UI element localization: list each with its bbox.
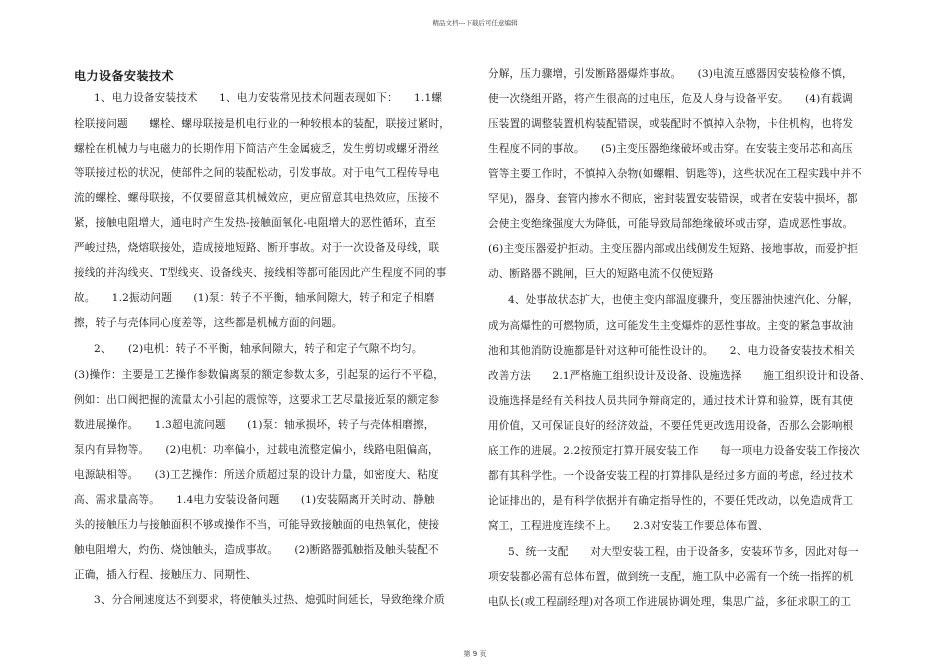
text-line: (6)主变压器爱护拒动。主变压器内部或出线侧发生短路、接地事故，而爱护拒 (488, 243, 858, 255)
text-line: 例如：出口阀把握的流量太小引起的震惊等，这要求工艺尽量接近泵的额定参 (74, 394, 440, 406)
text-line: 论证排出的，是有科学依据并有确定指导性的，不要任凭改动，以免造成背工 (488, 495, 854, 507)
text-line: 项安装都必需有总体布置，做到统一支配，施工队中必需有一个统一指挥的机 (488, 571, 854, 583)
text-line: 擦，转子与壳体同心度差等，这些都是机械方面的问题。 (74, 317, 343, 329)
text-line: (3)操作：主要是工艺操作参数偏离泵的额定参数太多，引起泵的运行不平稳， (74, 369, 444, 381)
text-line: 接线的并沟线夹、T型线夹、设备线夹、接线相等都可能因此产生程度不同的事 (74, 267, 447, 279)
text-line: 故。 1.2振动问题 (1)泵：转子不平衡，轴承间隙大，转子和定子相磨 (74, 292, 435, 304)
document-title: 电力设备安装技术 (74, 69, 175, 83)
text-line: 窝工，工程进度连续不上。 2.3对安装工作要总体布置、 (488, 520, 769, 532)
text-line: 电队长(或工程副经理)对各项工作进展协调处理，集思广益，多征求职工的工 (488, 596, 852, 608)
text-line: 生程度不同的事故。 (5)主变压器绝缘破坏或击穿。在安装主变吊芯和高压 (488, 143, 853, 155)
text-line: 电源缺相等。 (3)工艺操作：所送介质超过泵的设计力量，如密度大、粘度 (74, 469, 439, 481)
text-line: 泵内有异物等。 (2)电机：功率偏小，过载电流整定偏小，线路电阻偏高， (74, 444, 439, 456)
text-line: 等联接过松的状况，使部件之间的装配松动，引发事故。对于电气工程传导电 (74, 167, 440, 179)
text-line: 设施选择是经有关科技人员共同争辩商定的，通过技术计算和验算，既有其使 (488, 395, 854, 407)
text-line: 正确，插入行程、接触压力、同期性、 (74, 569, 257, 581)
text-line: 使一次绕组开路，将产生很高的过电压，危及人身与设备平安。 (4)有载调 (488, 93, 853, 105)
text-line: 用价值，又可保证良好的经济效益，不要任凭更改选用设备，否那么会影响根 (488, 420, 854, 432)
text-line: 分解，压力骤增，引发断路器爆炸事故。 (3)电流互感器因安装检修不慎， (488, 68, 853, 80)
text-line: 动、断路器不跳闸，巨大的短路电流不仅使短路 (488, 268, 714, 280)
text-line: 高、需求量高等。 1.4电力安装设备问题 (1)安装隔离开关时动、静触 (74, 494, 435, 506)
text-line: 3、分合闸速度达不到要求，将使触头过热、熄弧时间延长，导致绝缘介质 (94, 594, 445, 606)
text-line: 池和其他消防设施都是针对这种可能性设计的。 2、电力设备安装技术相关 (488, 345, 855, 357)
text-line: 成为高爆性的可燃物质，这可能发生主变爆炸的恶性事故。主变的紧急事故油 (488, 320, 854, 332)
text-line: 头的接触压力与接触面积不够或操作不当，可能导致接触面的电热氧化，使接 (74, 519, 440, 531)
text-line: 紧，接触电阻增大，通电时产生发热-接触面氧化-电阻增大的恶性循环，直至 (74, 217, 436, 229)
text-line: 5、统一支配 对大型安装工程，由于设备多，安装环节多，因此对每一 (508, 546, 859, 558)
text-line: 罕见)，器身、套管内掺水不彻底，密封装置安装错误，或者在安装中损坏，都 (488, 193, 858, 205)
text-line: 管等主要工作时，不慎掉入杂物(如螺帽、钥匙等)，这些状况在工程实践中并不 (488, 168, 862, 180)
text-line: 4、处事故状态扩大，也使主变内部温度骤升，变压器油快速汽化、分解， (508, 294, 859, 306)
page-number: 第 9 页 (463, 650, 487, 658)
page-header: 精品文档---下载后可任意编辑 (432, 19, 518, 27)
text-line: 螺栓在机械力与电磁力的长期作用下简洁产生金属疲乏，发生剪切或螺牙滑丝 (74, 143, 440, 155)
text-line: 栓联接问题 螺栓、螺母联接是机电行业的一种较根本的装配，联接过紧时， (74, 118, 451, 130)
text-line: 触电阻增大，灼伤、烧蚀触头，造成事故。 (2)断路器弧触指及触头装配不 (74, 544, 439, 556)
text-line: 改善方法 2.1严格施工组织设计及设备、设施选择 施工组织设计和设备、 (488, 370, 871, 382)
text-line: 严峻过热，烧熔联接处，造成接地短路、断开事故。对于一次设备及母线，联 (74, 242, 440, 254)
text-line: 都有其科学性。一个设备安装工程的打算排队是经过多方面的考虑，经过技术 (488, 470, 854, 482)
text-line: 会使主变绝缘强度大为降低，可能导致局部绝缘破坏或击穿，造成恶性事故。 (488, 218, 854, 230)
text-line: 压装置的调整装置机构装配错误，或装配时不慎掉入杂物，卡住机构，也将发 (488, 118, 854, 130)
text-line: 流的螺栓、螺母联接，不仅要留意其机械效应，更应留意其电热效应，压接不 (74, 192, 440, 204)
text-line: 数进展操作。 1.3超电流问题 (1)泵：轴承损坏，转子与壳体相磨擦， (74, 419, 435, 431)
text-line: 1、电力设备安装技术 1、电力安装常见技术问题表现如下： 1.1螺 (94, 92, 443, 104)
text-line: 2、 (2)电机：转子不平衡，轴承间隙大，转子和定子气隙不均匀。 (94, 343, 423, 355)
text-line: 底工作的进展。2.2按预定打算开展安装工作 每一项电力设备安装工作接次 (488, 445, 860, 457)
